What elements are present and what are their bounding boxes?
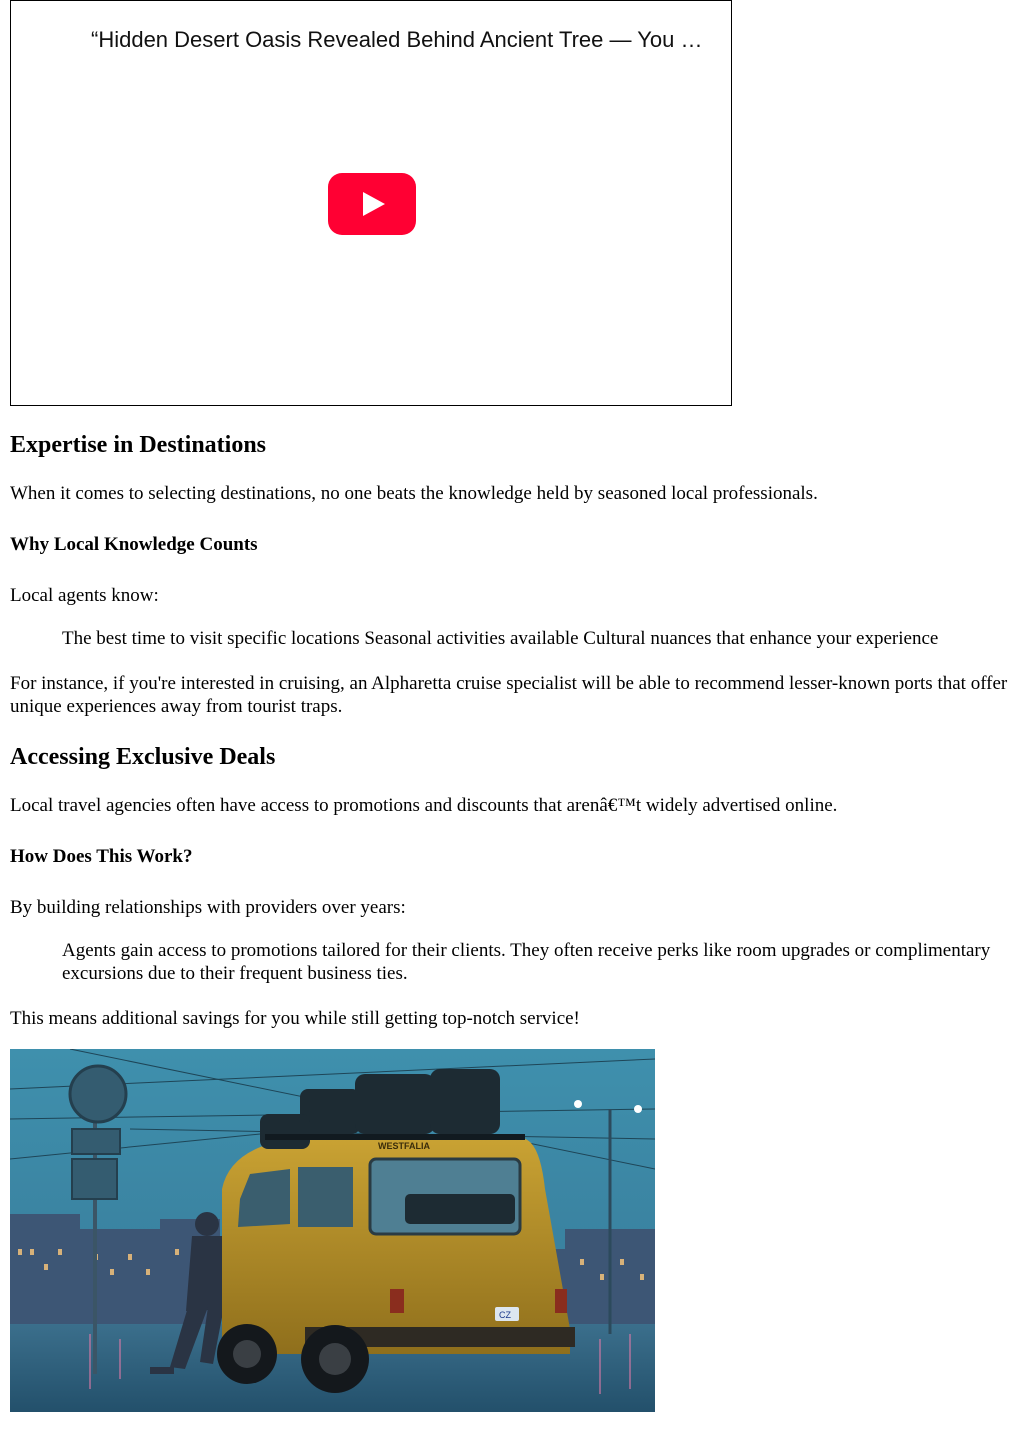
- paragraph-intro-deals: Local travel agencies often have access to promotions and discounts that arenâ€™t widely advertised online.: [10, 795, 838, 816]
- subheading-how-it-works: How Does This Work?: [10, 846, 193, 867]
- list-agent-perks: Agents gain access to promotions tailored for their clients. They often receive perks like room upgrades or complimentary excursions due to their frequent business ties.: [62, 940, 991, 984]
- van-in-rainy-city-image: [10, 1049, 655, 1412]
- subheading-local-knowledge: Why Local Knowledge Counts: [10, 534, 258, 555]
- travel-photo: [10, 1049, 655, 1412]
- van-plate: CZ: [499, 1310, 511, 1320]
- paragraph-savings: This means additional savings for you while still getting top-notch service!: [10, 1008, 580, 1029]
- list-local-knowledge: The best time to visit specific locations Seasonal activities available Cultural nuances that enhance your experience: [62, 628, 939, 649]
- paragraph-cruise-example: For instance, if you're interested in cruising, an Alpharetta cruise specialist will be able to recommend lesser-known ports that offer unique experiences away from tourist traps.: [10, 673, 1008, 717]
- video-title[interactable]: “Hidden Desert Oasis Revealed Behind Ancient Tree — You …: [91, 27, 703, 52]
- youtube-play-icon: [328, 173, 416, 235]
- section-heading-exclusive-deals: Accessing Exclusive Deals: [10, 744, 276, 770]
- van-badge: WESTFALIA: [378, 1141, 430, 1151]
- video-play-button[interactable]: [328, 173, 416, 235]
- paragraph-intro-expertise: When it comes to selecting destinations, no one beats the knowledge held by seasoned local professionals.: [10, 483, 818, 504]
- section-heading-expertise: Expertise in Destinations: [10, 432, 267, 458]
- paragraph-relationships: By building relationships with providers over years:: [10, 897, 406, 918]
- paragraph-local-agents-know: Local agents know:: [10, 585, 159, 606]
- embedded-video[interactable]: [10, 0, 732, 406]
